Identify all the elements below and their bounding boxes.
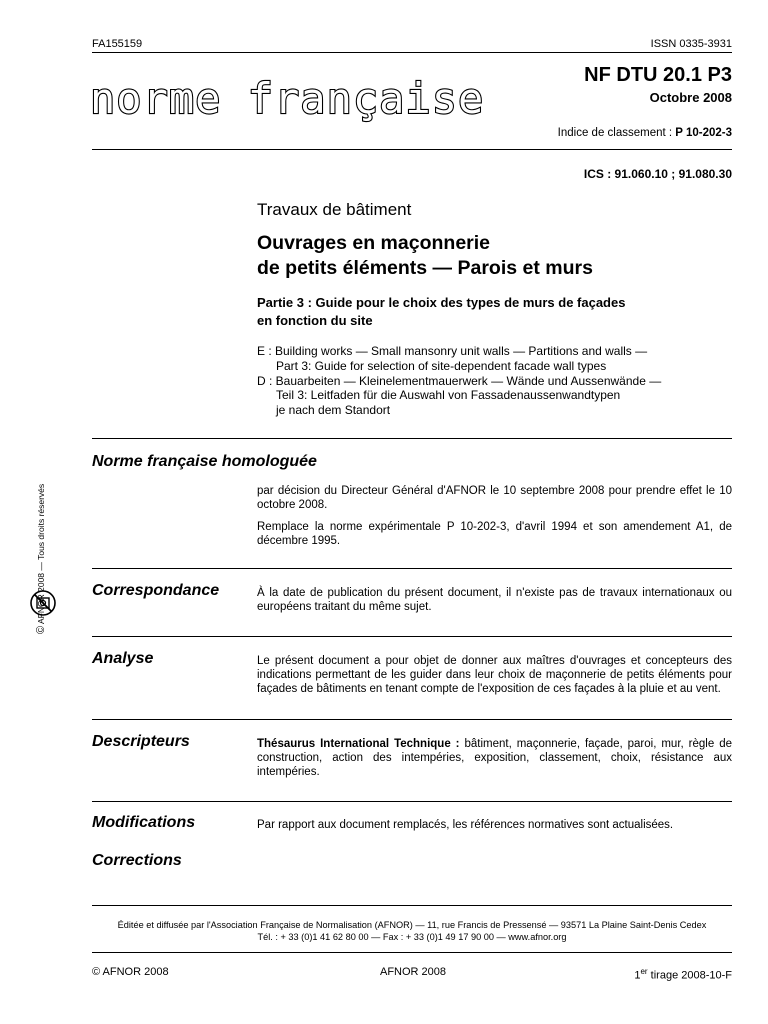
footer-copyright: © AFNOR 2008 <box>92 966 169 978</box>
section-rule-4 <box>92 719 732 720</box>
footer-print-sup: er <box>640 967 648 976</box>
publisher-rule <box>92 905 732 906</box>
issn: ISSN 0335-3931 <box>650 38 732 50</box>
homologuee-decision-text: par décision du Directeur Général d'AFNOR le 10 septembre 2008 pour prendre effet le 10 octobre 2008. <box>257 485 732 511</box>
modifications-text: Par rapport aux document remplacés, les références normatives sont actualisées. <box>257 819 674 831</box>
correspondance-text: À la date de publication du présent document, il n'existe pas de travaux internationaux ou européens traitant du même sujet. <box>257 587 732 613</box>
reference-code: FA155159 <box>92 38 143 50</box>
category-title: Travaux de bâtiment <box>257 200 412 219</box>
copyright-symbol-icon: © <box>35 625 47 634</box>
analyse-text: Le présent document a pour objet de donner aux maîtres d'ouvrages et concepteurs des indications permettant de les guider dans leur choix de maçonnerie de petits éléments pour façades de bâtiments en tenant compte de l'exposition de ces façades à la pluie et au vent. <box>257 655 732 695</box>
publisher-address: Éditée et diffusée par l'Association Française de Normalisation (AFNOR) — 11, rue Francis de Pressensé — 93571 La Plaine Saint-Denis Cedex <box>117 920 707 930</box>
descripteurs-text <box>257 737 732 779</box>
top-rule <box>92 52 732 53</box>
header-rule <box>92 149 732 150</box>
publisher-contact: Tél. : + 33 (0)1 41 62 80 00 — Fax : + 33 (0)1 49 17 90 00 — www.afnor.org <box>257 932 567 942</box>
classification-value: P 10-202-3 <box>675 127 732 139</box>
section-title-correspondance: Correspondance <box>92 582 220 599</box>
translation-de-line3: je nach dem Standort <box>276 403 391 417</box>
no-copy-icon <box>28 588 58 618</box>
section-rule-2 <box>92 568 732 569</box>
part-title-line2: en fonction du site <box>257 313 373 328</box>
part-title-line1: Partie 3 : Guide pour le choix des types de murs de façades <box>257 295 626 310</box>
section-title-corrections: Corrections <box>92 852 182 869</box>
brand-title: norme française <box>90 74 485 123</box>
section-rule-5 <box>92 801 732 802</box>
section-title-modifications: Modifications <box>92 814 196 831</box>
main-title-line2: de petits éléments — Parois et murs <box>257 257 593 279</box>
classification-index <box>558 126 732 140</box>
descripteurs-label: Thésaurus International Technique : <box>257 738 460 750</box>
footer-center: AFNOR 2008 <box>380 966 447 978</box>
section-title-analyse: Analyse <box>92 650 154 667</box>
section-rule-1 <box>92 438 732 439</box>
translation-en-line2: Part 3: Guide for selection of site-dependent facade wall types <box>276 359 607 373</box>
footer-rule <box>92 952 732 953</box>
classification-label: Indice de classement : <box>557 127 673 139</box>
section-rule-3 <box>92 636 732 637</box>
homologuee-replaces-text: Remplace la norme expérimentale P 10-202-3, d'avril 1994 et son amendement A1, de décembre 1995. <box>257 521 732 547</box>
translation-en-line1: E : Building works — Small mansonry unit walls — Partitions and walls — <box>257 344 648 358</box>
translation-de-line2: Teil 3: Leitfaden für die Auswahl von Fassadenaussenwandtypen <box>276 388 621 402</box>
translation-de-line1: D : Bauarbeiten — Kleinelementmauerwerk — Wände und Aussenwände — <box>257 374 662 388</box>
main-title-line1: Ouvrages en maçonnerie <box>257 232 491 254</box>
section-title-descripteurs: Descripteurs <box>92 733 190 750</box>
footer-print-run <box>634 965 732 983</box>
descripteurs-keywords: bâtiment, maçonnerie, façade, paroi, mur, règle de construction, action des intempéries, exposition, classement, choix, résistance aux intempéries. <box>257 738 732 778</box>
standard-id: NF DTU 20.1 P3 <box>584 64 732 86</box>
publication-date: Octobre 2008 <box>649 90 732 105</box>
footer-print-suffix: tirage 2008-10-F <box>647 969 732 982</box>
footer-print-prefix: 1 <box>634 969 641 982</box>
vertical-copyright-text: AFNOR 2008 — Tous droits réservés <box>36 483 46 624</box>
ics-code: ICS : 91.060.10 ; 91.080.30 <box>583 167 732 181</box>
section-title-homologuee: Norme française homologuée <box>92 453 317 470</box>
